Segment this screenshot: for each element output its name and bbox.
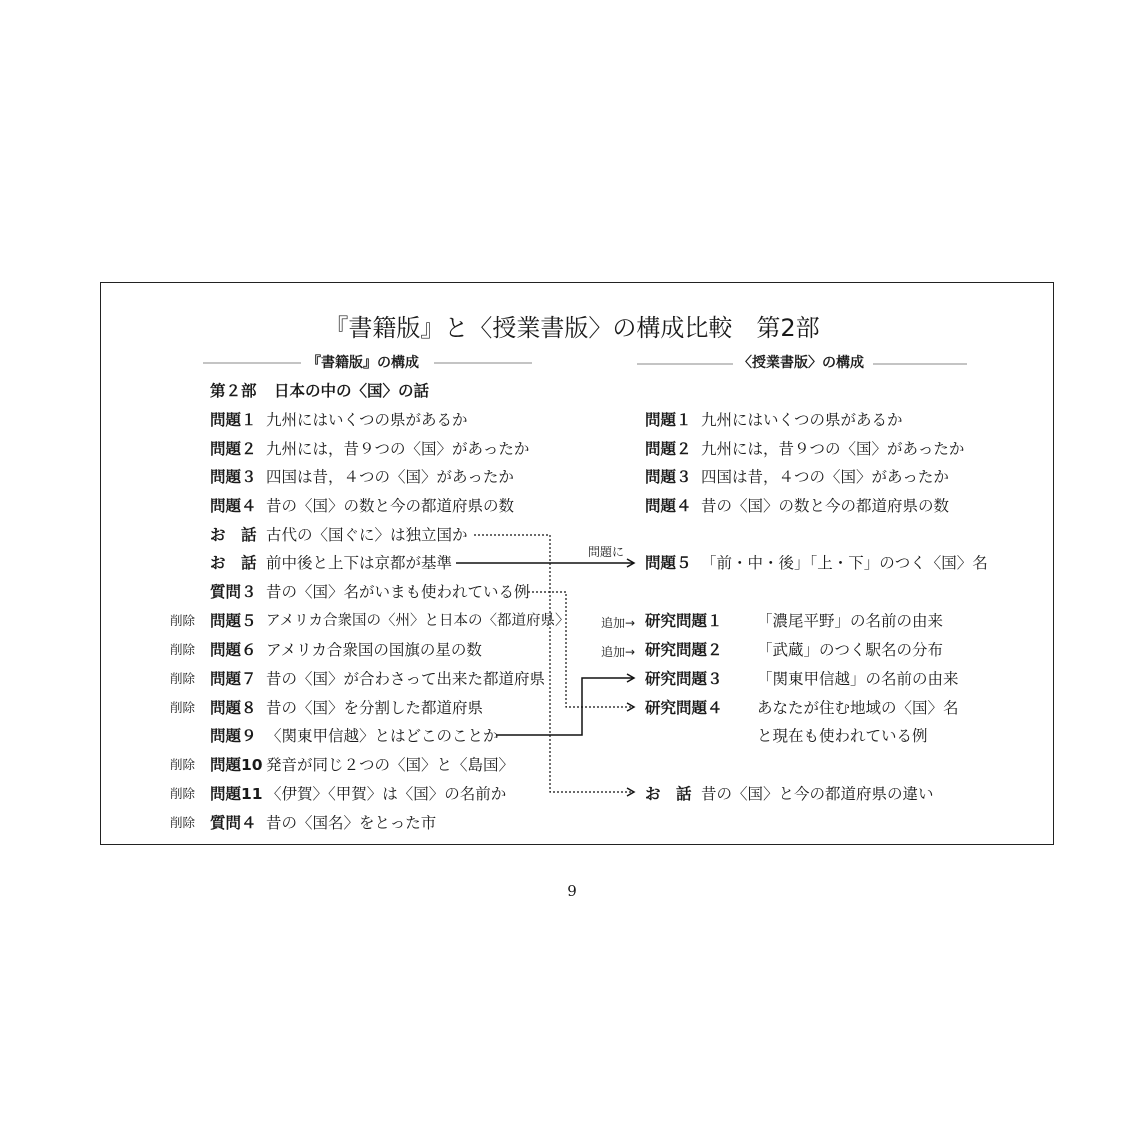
left-text: 古代の〈国ぐに〉は独立国か xyxy=(266,526,468,544)
left-label: 問題８ xyxy=(210,699,257,717)
right-label: 問題１ xyxy=(645,411,692,429)
left-label: 問題５ xyxy=(210,612,257,630)
part-title: 日本の中の〈国〉の話 xyxy=(274,382,430,400)
left-label: 問題６ xyxy=(210,641,257,659)
left-label: 問題１ xyxy=(210,411,257,429)
right-label: 研究問題３ xyxy=(645,670,723,688)
right-label: 研究問題１ xyxy=(645,612,723,630)
right-text: 昔の〈国〉と今の都道府県の違い xyxy=(701,785,934,803)
left-text: 九州には，昔９つの〈国〉があったか xyxy=(266,440,530,458)
delete-tag: 削除 xyxy=(170,757,196,772)
arrow-to-ohanashi xyxy=(474,535,634,792)
left-text: 〈伊賀〉〈甲賀〉は〈国〉の名前か xyxy=(266,785,507,803)
arrow-note: 問題に xyxy=(588,545,625,559)
delete-tag: 削除 xyxy=(170,671,196,686)
right-label: 問題２ xyxy=(645,440,692,458)
left-label: 問題11 xyxy=(210,785,263,803)
left-label: 問題４ xyxy=(210,497,257,515)
left-text: 前中後と上下は京都が基準 xyxy=(266,554,453,572)
delete-tag: 削除 xyxy=(170,700,196,715)
right-text: あなたが住む地域の〈国〉名 xyxy=(757,699,959,717)
add-tag: 追加→ xyxy=(601,616,636,630)
left-text: 昔の〈国〉名がいまも使われている例 xyxy=(266,583,530,601)
left-label: 問題３ xyxy=(210,468,257,486)
left-label: 問題２ xyxy=(210,440,257,458)
delete-tag: 削除 xyxy=(170,642,196,657)
right-text: 「濃尾平野」の名前の由来 xyxy=(757,612,944,630)
right-label: 研究問題２ xyxy=(645,641,723,659)
left-label: 問題９ xyxy=(210,727,257,745)
right-label: 研究問題４ xyxy=(645,699,723,717)
right-text: 四国は昔，４つの〈国〉があったか xyxy=(701,468,949,486)
left-label: お 話 xyxy=(210,526,257,544)
right-text: 「武蔵」のつく駅名の分布 xyxy=(757,641,944,659)
add-tag: 追加→ xyxy=(601,645,636,659)
part-label: 第２部 xyxy=(210,382,257,400)
left-text: 昔の〈国〉の数と今の都道府県の数 xyxy=(266,497,515,515)
right-text: 昔の〈国〉の数と今の都道府県の数 xyxy=(701,497,950,515)
page-number: 9 xyxy=(567,882,577,900)
right-label: 問題３ xyxy=(645,468,692,486)
right-text: 「前・中・後」「上・下」のつく〈国〉名 xyxy=(701,554,988,572)
left-text: 昔の〈国〉を分割した都道府県 xyxy=(266,699,484,717)
left-text: 九州にはいくつの県があるか xyxy=(266,411,468,429)
delete-tag: 削除 xyxy=(170,815,196,830)
right-label: お 話 xyxy=(645,785,692,803)
right-text-cont: と現在も使われている例 xyxy=(757,727,928,745)
left-text: 発音が同じ２つの〈国〉と〈島国〉 xyxy=(266,756,515,774)
left-label: 質問３ xyxy=(210,583,257,601)
left-label: お 話 xyxy=(210,554,257,572)
left-heading: 『書籍版』の構成 xyxy=(307,355,419,371)
left-text: 昔の〈国〉が合わさって出来た都道府県 xyxy=(266,670,546,688)
left-text: アメリカ合衆国の国旗の星の数 xyxy=(266,641,482,659)
right-heading: 〈授業書版〉の構成 xyxy=(738,355,864,371)
left-text: 昔の〈国名〉をとった市 xyxy=(266,814,437,832)
left-text: アメリカ合衆国の〈州〉と日本の〈都道府県〉 xyxy=(266,613,570,629)
right-text: 九州には，昔９つの〈国〉があったか xyxy=(701,440,965,458)
left-label: 問題７ xyxy=(210,670,257,688)
left-label: 質問４ xyxy=(210,814,257,832)
right-text: 「関東甲信越」の名前の由来 xyxy=(757,670,959,688)
right-text: 九州にはいくつの県があるか xyxy=(701,411,903,429)
delete-tag: 削除 xyxy=(170,786,196,801)
right-label: 問題５ xyxy=(645,554,692,572)
page-title: 『書籍版』と〈授業書版〉の構成比較 第2部 xyxy=(324,314,820,342)
delete-tag: 削除 xyxy=(170,613,196,628)
left-text: 四国は昔，４つの〈国〉があったか xyxy=(266,468,514,486)
right-label: 問題４ xyxy=(645,497,692,515)
left-label: 問題10 xyxy=(210,756,263,774)
left-text: 〈関東甲信越〉とはどこのことか xyxy=(266,727,499,745)
